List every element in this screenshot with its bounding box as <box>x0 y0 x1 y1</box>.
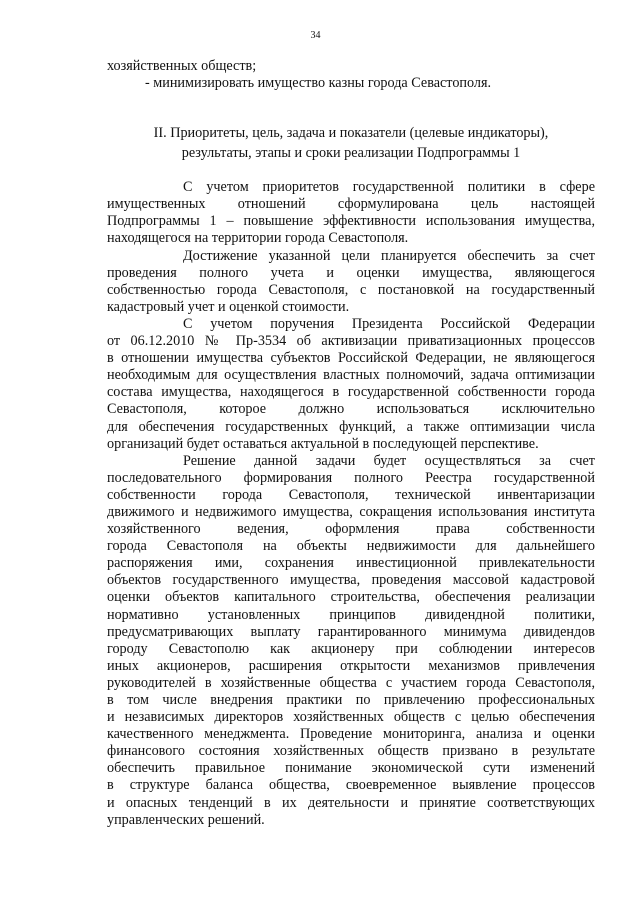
paragraph-line: Достижение указанной цели планируется обеспечить за счет <box>183 247 595 264</box>
paragraph-line: распоряжения ими, сохранения инвестиционной привлекательности <box>107 555 595 572</box>
paragraph-line: и опасных тенденций в их деятельности и принятие соответствующих <box>107 794 595 811</box>
paragraph-line: С учетом поручения Президента Российской Федерации <box>183 315 595 332</box>
intro-line: - минимизировать имущество казны города Севастополя. <box>145 75 492 92</box>
paragraph-line: оценки объектов капитального строительства, обеспечения реализации <box>107 589 595 606</box>
paragraph-line: города Севастополя на объекты недвижимости для дальнейшего <box>107 538 595 555</box>
paragraph-line: городу Севастополю как акционеру при соблюдении интересов <box>107 640 595 657</box>
paragraph-line: в том числе внедрения практики по привлечению профессиональных <box>107 692 595 708</box>
page-number: 34 <box>310 30 321 41</box>
paragraph-line: кадастровый учет и оценкой стоимости. <box>107 298 350 315</box>
paragraph-line: состава имущества, находящегося в государственной собственности города <box>107 384 595 401</box>
paragraph-line: Подпрограммы 1 – повышение эффективности использования имущества, <box>107 213 595 230</box>
paragraph <box>107 179 595 247</box>
paragraph-line: организаций будет оставаться актуальной в последующей перспективе. <box>107 435 539 452</box>
paragraph-line: предусматривающих выплату гарантированного минимума дивидендов <box>107 623 595 640</box>
paragraphs <box>107 179 595 829</box>
paragraph-line: иных акционеров, расширения открытости механизмов привлечения <box>107 657 595 674</box>
document-body <box>107 58 595 829</box>
paragraph-line: для обеспечения государственных функций, а также оптимизации числа <box>107 418 595 435</box>
paragraph-line: последовательного формирования полного Реестра государственной <box>107 469 595 486</box>
paragraph-line: движимого и недвижимого имущества, сокращения использования института <box>107 503 595 520</box>
heading-line: II. Приоритеты, цель, задача и показатели (целевые индикаторы), <box>153 125 549 142</box>
paragraph-line: собственностью города Севастополя, с постановкой на государственный <box>107 281 595 298</box>
section-heading <box>107 123 595 163</box>
paragraph-line: обеспечить правильное понимание экономической сути изменений <box>107 760 595 777</box>
paragraph-line: хозяйственного ведения, оформления права собственности <box>107 521 595 538</box>
heading-line: результаты, этапы и сроки реализации Подпрограммы 1 <box>181 145 521 162</box>
paragraph-line: объектов государственного имущества, проведения массовой кадастровой <box>107 572 595 589</box>
paragraph-line: нормативно установленных принципов дивидендной политики, <box>107 606 595 623</box>
paragraph-line: необходимым для осуществления властных полномочий, задача оптимизации <box>107 367 595 384</box>
paragraph-line: проведения полного учета и оценки имущества, являющегося <box>107 264 595 281</box>
paragraph-line: Севастополя, которое должно использоваться исключительно <box>107 401 595 418</box>
paragraph-line: собственности города Севастополя, технической инвентаризации <box>107 486 595 503</box>
paragraph <box>107 316 595 453</box>
paragraph-line: Решение данной задачи будет осуществляться за счет <box>183 452 595 469</box>
paragraph-line: в структуре баланса общества, своевременное выявление процессов <box>107 777 595 794</box>
paragraph <box>107 248 595 316</box>
paragraph-line: от 06.12.2010 № Пр-3534 об активизации приватизационных процессов <box>107 333 595 350</box>
paragraph-line: качественного менеджмента. Проведение мониторинга, анализа и оценки <box>107 726 595 743</box>
intro-line: хозяйственных обществ; <box>107 58 257 74</box>
paragraph <box>107 453 595 829</box>
paragraph-line: финансового состояния хозяйственных обществ призвано в результате <box>107 743 595 760</box>
paragraph-line: управленческих решений. <box>107 811 265 828</box>
paragraph-line: находящегося на территории города Севастополя. <box>107 230 409 247</box>
paragraph-line: в отношении имущества субъектов Российской Федерации, не являющегося <box>107 350 595 367</box>
paragraph-line: имущественных отношений сформулирована цель настоящей <box>107 196 595 213</box>
paragraph-line: руководителей в хозяйственные общества с участием города Севастополя, <box>107 674 595 691</box>
paragraph-line: С учетом приоритетов государственной политики в сфере <box>183 179 595 196</box>
paragraph-line: и независимых директоров хозяйственных обществ с целью обеспечения <box>107 709 595 726</box>
